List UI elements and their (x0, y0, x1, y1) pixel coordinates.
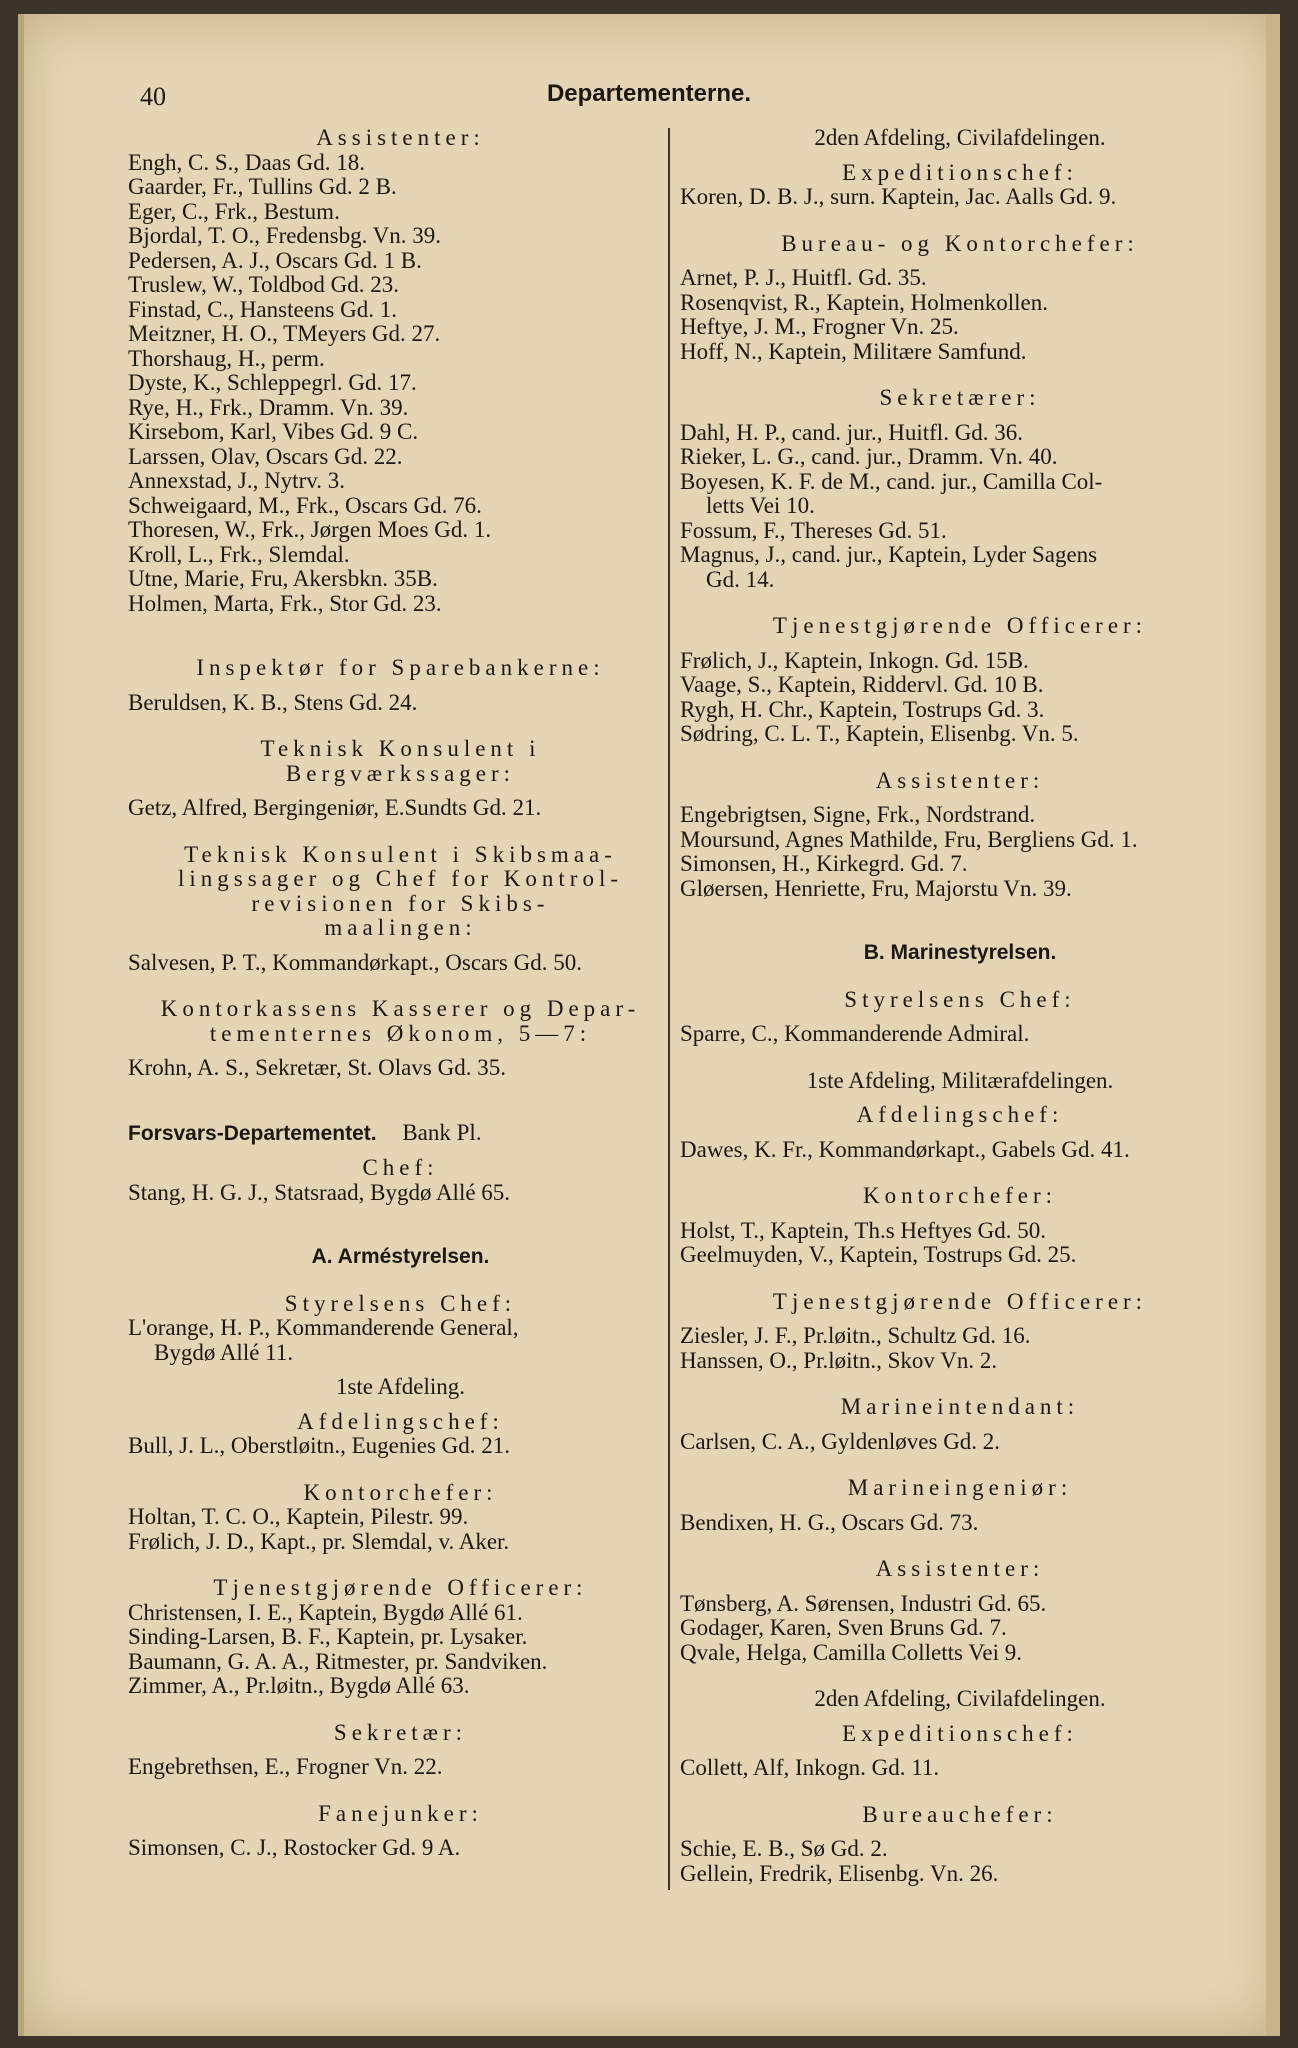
list-item: Holtan, T. C. O., Kaptein, Pilestr. 99. (128, 1504, 469, 1529)
list-item: Thoresen, W., Frk., Jørgen Moes Gd. 1. (128, 517, 492, 542)
list-item: Engebrethsen, E., Frogner Vn. 22. (128, 1754, 443, 1779)
section-heading: lingssager og Chef for Kontrol- (178, 866, 623, 891)
subdivision-title: B. Marinestyrelsen. (863, 941, 1057, 964)
list-item: Carlsen, C. A., Gyldenløves Gd. 2. (680, 1428, 1001, 1454)
list-item: Heftye, J. M., Frogner Vn. 25. (680, 314, 959, 339)
list-item: L'orange, H. P., Kommanderende General, (128, 1315, 519, 1340)
entry-list (680, 1324, 1240, 1373)
section-heading: Expeditionschef: (842, 159, 1078, 185)
division-title: 2den Afdeling, Civilafdelingen. (814, 1686, 1106, 1711)
list-item: Koren, D. B. J., surn. Kaptein, Jac. Aalls Gd. 9. (680, 184, 1117, 209)
list-item: Tønsberg, A. Sørensen, Industri Gd. 65. (680, 1590, 1047, 1616)
list-item: Simonsen, C. J., Rostocker Gd. 9 A. (128, 1835, 461, 1860)
section-heading: Teknisk Konsulent i (260, 736, 541, 761)
list-item: Getz, Alfred, Bergingeniør, E.Sundts Gd. 21. (128, 795, 542, 820)
entry-list (680, 1592, 1240, 1666)
section-heading: Styrelsens Chef: (844, 986, 1076, 1012)
section-heading: Tjenestgjørende Officerer: (213, 1575, 588, 1600)
page-edge-left (18, 14, 24, 2036)
list-item: Sparre, C., Kommanderende Admiral. (680, 1021, 1030, 1046)
list-item: Rygh, H. Chr., Kaptein, Tostrups Gd. 3. (680, 696, 1045, 722)
section-heading: Assistenter: (875, 767, 1045, 793)
section-heading: revisionen for Skibs- (251, 890, 550, 916)
list-item: Magnus, J., cand. jur., Kaptein, Lyder Sagens (680, 542, 1098, 567)
list-item: Krohn, A. S., Sekretær, St. Olavs Gd. 35. (128, 1055, 506, 1080)
section-heading: Kontorchefer: (303, 1479, 498, 1505)
section-heading: Kontorkassens Kasserer og Depar- (160, 996, 641, 1021)
section-heading: Bureauchefer: (862, 1801, 1058, 1827)
list-item: Simonsen, H., Kirkegrd. Gd. 7. (680, 851, 968, 876)
section-heading: Styrelsens Chef: (284, 1290, 517, 1316)
list-item: Kirsebom, Karl, Vibes Gd. 9 C. (128, 419, 419, 444)
section-heading: Chef: (362, 1155, 439, 1180)
list-item: Schie, E. B., Sø Gd. 2. (680, 1836, 888, 1861)
list-item: Moursund, Agnes Mathilde, Fru, Bergliens Gd. 1. (680, 826, 1138, 852)
list-item: Hoff, N., Kaptein, Militære Samfund. (680, 338, 1027, 364)
list-item: Qvale, Helga, Camilla Colletts Vei 9. (680, 1639, 1022, 1665)
section-heading: Marineintendant: (840, 1394, 1080, 1419)
list-item: Rieker, L. G., cand. jur., Dramm. Vn. 40. (680, 444, 1058, 469)
list-item: Sinding-Larsen, B. F., Kaptein, pr. Lysaker. (128, 1624, 528, 1649)
division-title: 1ste Afdeling, Militærafdelingen. (806, 1067, 1114, 1093)
list-item: Engh, C. S., Daas Gd. 18. (128, 149, 366, 175)
section-heading: Sekretærer: (879, 385, 1041, 410)
section-heading: Sekretær: (333, 1719, 468, 1745)
list-item: Vaage, S., Kaptein, Riddervl. Gd. 10 B. (680, 672, 1044, 697)
list-item: Salvesen, P. T., Kommandørkapt., Oscars Gd. 50. (128, 949, 582, 975)
list-item: Baumann, G. A. A., Ritmester, pr. Sandviken. (128, 1648, 548, 1674)
list-item: Dahl, H. P., cand. jur., Huitfl. Gd. 36. (680, 419, 1024, 445)
section-heading: tementernes Økonom, 5—7: (209, 1020, 592, 1046)
section-heading: Assistenter: (875, 1556, 1045, 1581)
entry-list (680, 649, 1240, 747)
list-item: Stang, H. G. J., Statsraad, Bygdø Allé 65. (128, 1179, 511, 1205)
list-item: Holst, T., Kaptein, Th.s Heftyes Gd. 50. (680, 1217, 1047, 1243)
entry-list (680, 1837, 1240, 1886)
list-item: Beruldsen, K. B., Stens Gd. 24. (128, 689, 418, 715)
section-heading: Fanejunker: (318, 1800, 483, 1826)
list-item: Hanssen, O., Pr.løitn., Skov Vn. 2. (680, 1347, 998, 1373)
section-heading: Kontorchefer: (863, 1183, 1057, 1208)
list-item: Rye, H., Frk., Dramm. Vn. 39. (128, 394, 409, 420)
section-heading: Expeditionschef: (842, 1720, 1078, 1746)
list-item: Fossum, F., Thereses Gd. 51. (680, 517, 947, 543)
page-edge-right (1266, 14, 1280, 2036)
list-item: Ziesler, J. F., Pr.løitn., Schultz Gd. 16. (680, 1323, 1031, 1348)
list-item: Eger, C., Frk., Bestum. (128, 198, 340, 224)
list-item: Meitzner, H. O., TMeyers Gd. 27. (128, 321, 441, 346)
list-item: Collett, Alf, Inkogn. Gd. 11. (680, 1755, 940, 1780)
section-heading: maalingen: (324, 915, 477, 940)
section-heading: Afdelingschef: (297, 1408, 504, 1434)
list-item: Annexstad, J., Nytrv. 3. (128, 468, 345, 493)
section-heading: Afdelingschef: (856, 1102, 1064, 1127)
entry-list (680, 803, 1240, 901)
list-item: Engebrigtsen, Signe, Frk., Nordstrand. (680, 802, 1036, 827)
list-item-continuation: letts Vei 10. (706, 493, 815, 518)
list-item: Finstad, C., Hansteens Gd. 1. (128, 296, 397, 322)
division-title: 2den Afdeling, Civilafdelingen. (814, 125, 1106, 150)
list-item: Gløersen, Henriette, Fru, Majorstu Vn. 39. (680, 875, 1072, 901)
entry-list (128, 151, 673, 617)
department-address: Bank Pl. (402, 1119, 482, 1145)
section-heading: Tjenestgjørende Officerer: (772, 613, 1148, 638)
list-item: Bull, J. L., Oberstløitn., Eugenies Gd. 21. (128, 1433, 511, 1458)
section-heading: Assistenter: (316, 125, 485, 150)
list-item: Bendixen, H. G., Oscars Gd. 73. (680, 1509, 979, 1535)
list-item: Geelmuyden, V., Kaptein, Tostrups Gd. 25. (680, 1242, 1077, 1267)
list-item: Gaarder, Fr., Tullins Gd. 2 B. (128, 174, 397, 199)
list-item: Sødring, C. L. T., Kaptein, Elisenbg. Vn. 5. (680, 721, 1079, 746)
list-item: Schweigaard, M., Frk., Oscars Gd. 76. (128, 492, 482, 518)
list-item: Zimmer, A., Pr.løitn., Bygdø Allé 63. (128, 1673, 470, 1698)
list-item: Dawes, K. Fr., Kommandørkapt., Gabels Gd. 41. (680, 1136, 1130, 1162)
section-heading: Bureau- og Kontorchefer: (781, 230, 1139, 256)
section-heading: Bergværkssager: (285, 760, 516, 786)
right-column (680, 126, 1240, 1886)
page-number: 40 (140, 82, 166, 111)
section-heading: Tjenestgjørende Officerer: (772, 1288, 1148, 1314)
list-item: Boyesen, K. F. de M., cand. jur., Camilla Col- (680, 468, 1103, 494)
list-item: Pedersen, A. J., Oscars Gd. 1 B. (128, 247, 422, 273)
division-title: 1ste Afdeling. (335, 1374, 466, 1399)
list-item: Rosenqvist, R., Kaptein, Holmenkollen. (680, 289, 1048, 315)
list-item: Larssen, Olav, Oscars Gd. 22. (128, 443, 403, 469)
list-item: Godager, Karen, Sven Bruns Gd. 7. (680, 1615, 1007, 1640)
list-item: Christensen, I. E., Kaptein, Bygdø Allé 61. (128, 1599, 523, 1625)
list-item: Bjordal, T. O., Fredensbg. Vn. 39. (128, 223, 442, 248)
list-item: Kroll, L., Frk., Slemdal. (128, 541, 350, 567)
entry-list (680, 1219, 1240, 1268)
list-item: Frølich, J., Kaptein, Inkogn. Gd. 15B. (680, 647, 1029, 673)
section-heading: Teknisk Konsulent i Skibsmaa- (184, 841, 617, 867)
list-item-continuation: Bygdø Allé 11. (154, 1339, 294, 1365)
department-name: Forsvars-Departementet. (128, 1121, 377, 1145)
department-title (128, 1121, 673, 1147)
list-item: Dyste, K., Schleppegrl. Gd. 17. (128, 370, 417, 395)
section-heading: Inspektør for Sparebankerne: (196, 655, 605, 680)
entry-list (680, 266, 1240, 364)
left-column (128, 126, 673, 1861)
list-item-continuation: Gd. 14. (706, 566, 775, 592)
list-item: Thorshaug, H., perm. (128, 345, 325, 371)
entry-list (128, 1505, 673, 1554)
list-item: Truslew, W., Toldbod Gd. 23. (128, 272, 400, 297)
entry-list (128, 1601, 673, 1699)
list-item: Arnet, P. J., Huitfl. Gd. 35. (680, 265, 927, 290)
section-heading: Marineingeniør: (847, 1475, 1073, 1500)
running-head: Departementerne. (546, 80, 752, 107)
list-item: Utne, Marie, Fru, Akersbkn. 35B. (128, 566, 438, 591)
list-item: Holmen, Marta, Frk., Stor Gd. 23. (128, 590, 442, 616)
list-item: Gellein, Fredrik, Elisenbg. Vn. 26. (680, 1860, 999, 1886)
subdivision-title: A. Arméstyrelsen. (311, 1245, 490, 1268)
list-item: Frølich, J. D., Kapt., pr. Slemdal, v. Aker. (128, 1528, 510, 1554)
